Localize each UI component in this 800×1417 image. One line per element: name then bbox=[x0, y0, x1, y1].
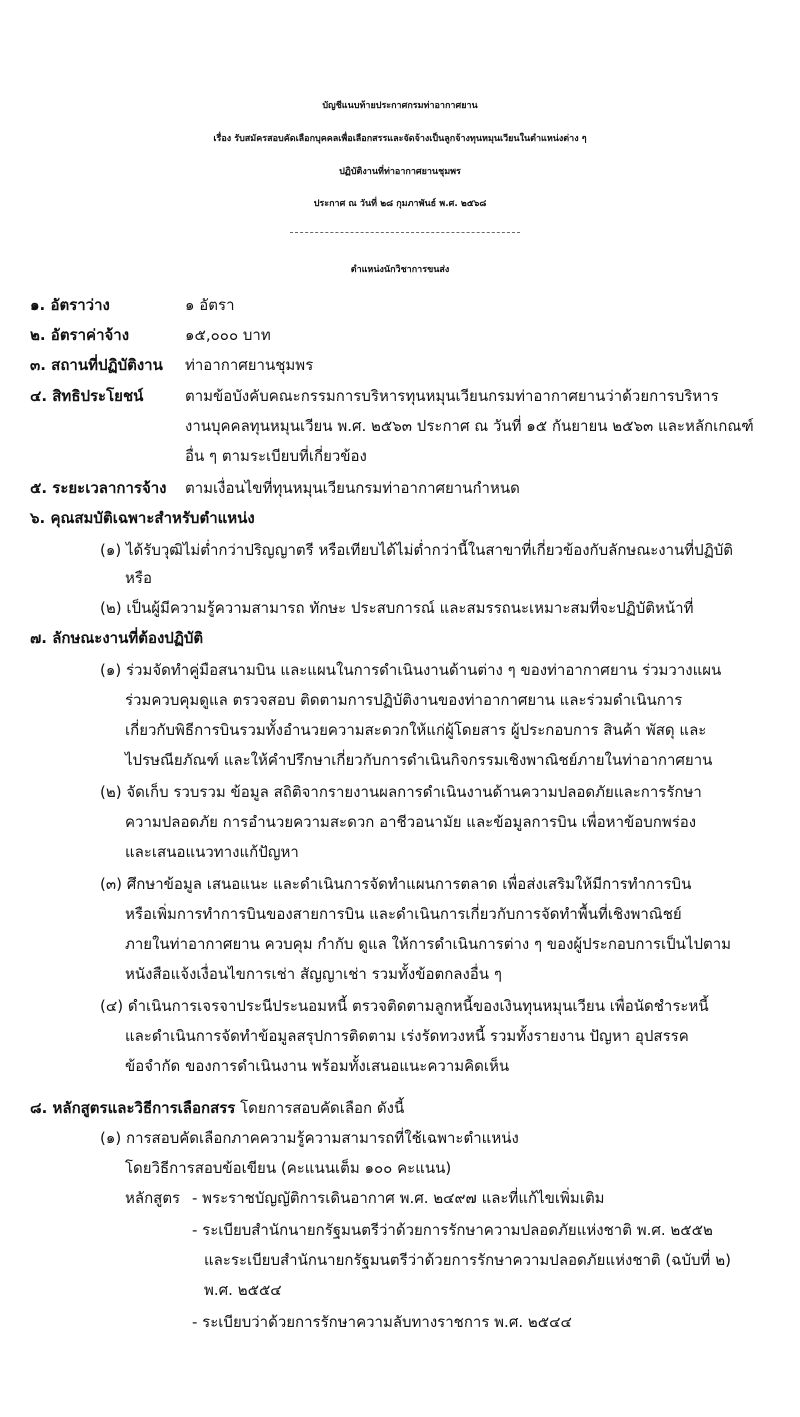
section-7-item-1-line-2: ร่วมควบคุมดูแล ตรวจสอบ ติดตามการปฏิบัติงานของท่าอากาศยาน และร่วมดำเนินการ bbox=[125, 691, 683, 709]
section-4-line-3: อื่น ๆ ตามระเบียบที่เกี่ยวข้อง bbox=[185, 447, 367, 465]
section-3-value: ท่าอากาศยานชุมพร bbox=[185, 356, 314, 374]
section-8-heading bbox=[30, 1098, 404, 1118]
section-4-line-1: ตามข้อบังคับคณะกรรมการบริหารทุนหมุนเวียนกรมท่าอากาศยานว่าด้วยการบริหาร bbox=[185, 387, 719, 405]
section-6-item-1: (๑) ได้รับวุฒิไม่ต่ำกว่าปริญญาตรี หรือเทียบได้ไม่ต่ำกว่านี้ในสาขาที่เกี่ยวข้องกับลักษณะงานที่ปฏิบัติ bbox=[100, 541, 734, 559]
section-7-item-2-line-3: และเสนอแนวทางแก้ปัญหา bbox=[125, 843, 299, 861]
section-8-method: โดยวิธีการสอบข้อเขียน (คะแนนเต็ม ๑๐๐ คะแนน) bbox=[125, 1159, 452, 1177]
section-1-label: ๑. อัตราว่าง bbox=[30, 296, 110, 314]
section-8-curriculum-3: - ระเบียบว่าด้วยการรักษาความลับทางราชการ พ.ศ. ๒๕๔๔ bbox=[192, 1313, 572, 1331]
header-line-1: บัญชีแนบท้ายประกาศกรมท่าอากาศยาน bbox=[322, 101, 478, 111]
section-5-label: ๕. ระยะเวลาการจ้าง bbox=[30, 479, 167, 497]
header-line-3: ปฏิบัติงานที่ท่าอากาศยานชุมพร bbox=[339, 167, 461, 177]
section-6-label: ๖. คุณสมบัติเฉพาะสำหรับตำแหน่ง bbox=[30, 509, 255, 527]
section-7-item-1-line-4: ไปรษณียภัณฑ์ และให้คำปรึกษาเกี่ยวกับการดำเนินกิจกรรมเชิงพาณิชย์ภายในท่าอากาศยาน bbox=[125, 751, 713, 769]
section-8-label-rest: โดยการสอบคัดเลือก ดังนี้ bbox=[235, 1099, 405, 1117]
header-divider bbox=[290, 232, 520, 233]
section-1-value: ๑ อัตรา bbox=[185, 296, 235, 314]
section-4-label: ๔. สิทธิประโยชน์ bbox=[30, 387, 144, 405]
section-5-value: ตามเงื่อนไขที่ทุนหมุนเวียนกรมท่าอากาศยานกำหนด bbox=[185, 479, 520, 497]
position-title: ตำแหน่งนักวิชาการขนส่ง bbox=[350, 265, 450, 275]
section-7-item-3-line-1: (๓) ศึกษาข้อมูล เสนอแนะ และดำเนินการจัดทำแผนการตลาด เพื่อส่งเสริมให้มีการทำการบิน bbox=[100, 875, 692, 893]
section-8-curriculum-2-line-1: - ระเบียบสำนักนายกรัฐมนตรีว่าด้วยการรักษาความปลอดภัยแห่งชาติ พ.ศ. ๒๕๕๒ bbox=[192, 1221, 713, 1239]
header-line-4: ประกาศ ณ วันที่ ๒๘ กุมภาพันธ์ พ.ศ. ๒๕๖๘ bbox=[313, 199, 487, 209]
section-7-item-1-line-1: (๑) ร่วมจัดทำคู่มือสนามบิน และแผนในการดำเนินงานด้านต่าง ๆ ของท่าอากาศยาน ร่วมวางแผน bbox=[100, 661, 722, 679]
section-3-label: ๓. สถานที่ปฏิบัติงาน bbox=[30, 356, 163, 374]
section-2-value: ๑๕,๐๐๐ บาท bbox=[185, 326, 271, 344]
section-8-item-1: (๑) การสอบคัดเลือกภาคความรู้ความสามารถที่ใช้เฉพาะตำแหน่ง bbox=[100, 1129, 519, 1147]
section-6-item-2: (๒) เป็นผู้มีความรู้ความสามารถ ทักษะ ประสบการณ์ และสมรรถนะเหมาะสมที่จะปฏิบัติหน้าที่ bbox=[100, 599, 694, 617]
section-8-curriculum-1: - พระราชบัญญัติการเดินอากาศ พ.ศ. ๒๔๙๗ และที่แก้ไขเพิ่มเติม bbox=[192, 1189, 605, 1207]
section-6-item-1-cont: หรือ bbox=[125, 569, 152, 587]
section-7-label: ๗. ลักษณะงานที่ต้องปฏิบัติ bbox=[30, 629, 204, 647]
section-7-item-4-line-1: (๔) ดำเนินการเจรจาประนีประนอมหนี้ ตรวจติดตามลูกหนี้ของเงินทุนหมุนเวียน เพื่อนัดชำระหนี้ bbox=[100, 997, 709, 1015]
section-7-item-3-line-3: ภายในท่าอากาศยาน ควบคุม กำกับ ดูแล ให้การดำเนินการต่าง ๆ ของผู้ประกอบการเป็นไปตาม bbox=[125, 935, 732, 953]
section-4-line-2: งานบุคคลทุนหมุนเวียน พ.ศ. ๒๕๖๓ ประกาศ ณ วันที่ ๑๕ กันยายน ๒๕๖๓ และหลักเกณฑ์ bbox=[185, 417, 754, 435]
section-7-item-1-line-3: เกี่ยวกับพิธีการบินรวมทั้งอำนวยความสะดวกให้แก่ผู้โดยสาร ผู้ประกอบการ สินค้า พัสดุ และ bbox=[125, 721, 707, 739]
section-7-item-2-line-2: ความปลอดภัย การอำนวยความสะดวก อาชีวอนามัย และข้อมูลการบิน เพื่อหาข้อบกพร่อง bbox=[125, 813, 697, 831]
section-7-item-3-line-4: หนังสือแจ้งเงื่อนไขการเช่า สัญญาเช่า รวมทั้งข้อตกลงอื่น ๆ bbox=[125, 965, 502, 983]
section-7-item-4-line-2: และดำเนินการจัดทำข้อมูลสรุปการติดตาม เร่งรัดทวงหนี้ รวมทั้งรายงาน ปัญหา อุปสรรค bbox=[125, 1027, 689, 1045]
section-8-curriculum-2-line-3: พ.ศ. ๒๕๕๔ bbox=[204, 1281, 282, 1299]
section-7-item-3-line-2: หรือเพิ่มการทำการบินของสายการบิน และดำเนินการเกี่ยวกับการจัดทำพื้นที่เชิงพาณิชย์ bbox=[125, 905, 682, 923]
section-8-curriculum-2-line-2: และระเบียบสำนักนายกรัฐมนตรีว่าด้วยการรักษาความปลอดภัยแห่งชาติ (ฉบับที่ ๒) bbox=[204, 1251, 731, 1269]
section-2-label: ๒. อัตราค่าจ้าง bbox=[30, 326, 130, 344]
section-8-label: ๘. หลักสูตรและวิธีการเลือกสรร bbox=[30, 1099, 236, 1117]
section-8-curriculum-label: หลักสูตร bbox=[125, 1189, 181, 1207]
header-line-2: เรื่อง รับสมัครสอบคัดเลือกบุคคลเพื่อเลือกสรรและจัดจ้างเป็นลูกจ้างทุนหมุนเวียนในตำแหน่งต่าง ๆ bbox=[213, 134, 587, 144]
section-7-item-4-line-3: ข้อจำกัด ของการดำเนินงาน พร้อมทั้งเสนอแนะความคิดเห็น bbox=[125, 1057, 510, 1075]
section-7-item-2-line-1: (๒) จัดเก็บ รวบรวม ข้อมูล สถิติจากรายงานผลการดำเนินงานด้านความปลอดภัยและการรักษา bbox=[100, 783, 702, 801]
